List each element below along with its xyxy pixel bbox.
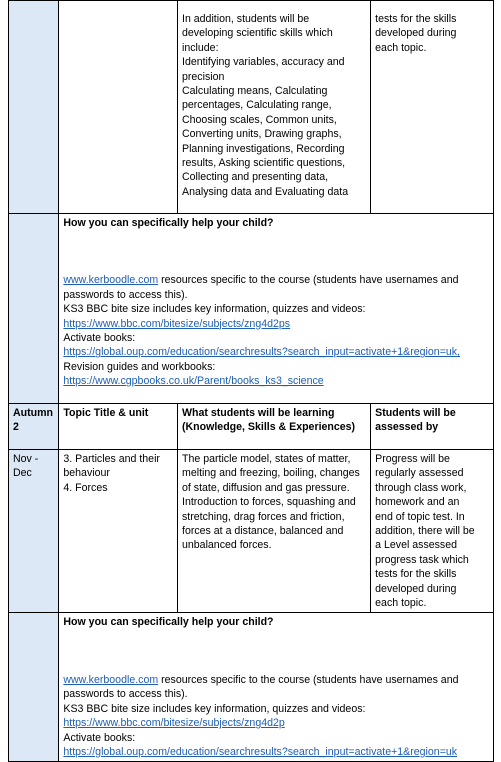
term-cell [9, 214, 59, 404]
topic-header: Topic Title & unit [59, 404, 178, 450]
table-row [9, 613, 494, 762]
topic-cell [59, 1, 178, 214]
table-row [9, 1, 494, 214]
period-cell: Nov - Dec [9, 450, 59, 613]
help-cell: How you can specifically help your child? www.kerboodle.com resources specific to the course (students have usernames and passwords to access this). KS3 BBC bite size includes key information, quizzes and videos: https://www.bbc.com/bitesize/subjects/zng4d2p Activate books: https://global.oup.com/education/searchresults?search_input=activate+1&region=uk [59, 613, 494, 762]
activate-books-link[interactable]: https://global.oup.com/education/searchresults?search_input=activate+1&region=uk [63, 745, 458, 758]
term-cell [9, 1, 59, 214]
learning-cell: In addition, students will be developing scientific skills which include: Identifying variables, accuracy and precision Calculating means, Calculating percentages, Calculating range, Choosing scales, Common units, Converting units, Drawing graphs, Planning investigations, Recording results, Asking scientific questions, Collecting and presenting data, Analysing data and Evaluating data [178, 1, 371, 214]
help-title: How you can specifically help your child? [63, 217, 274, 229]
table-header-row [9, 404, 494, 450]
bbc-bitesize-link[interactable]: https://www.bbc.com/bitesize/subjects/zng4d2ps [63, 317, 291, 330]
bbc-bitesize-link[interactable]: https://www.bbc.com/bitesize/subjects/zng4d2p [63, 717, 285, 730]
learning-cell: The particle model, states of matter, melting and freezing, boiling, changes of state, diffusion and gas pressure. Introduction to forces, squashing and stretching, drag forces and friction, forces at a distance, balanced and unbalanced forces. [178, 450, 371, 613]
curriculum-table [8, 0, 494, 762]
assessed-cell: tests for the skills developed during each topic. [371, 1, 494, 214]
activate-books-link[interactable]: https://global.oup.com/education/searchresults?search_input=activate+1&region=uk, [63, 346, 461, 359]
term-header: Autumn 2 [9, 404, 59, 450]
topic-cell: 3. Particles and their behaviour 4. Forces [59, 450, 178, 613]
kerboodle-link[interactable]: www.kerboodle.com [63, 673, 159, 686]
kerboodle-link[interactable]: www.kerboodle.com [63, 274, 159, 287]
learning-header: What students will be learning (Knowledge, Skills & Experiences) [178, 404, 371, 450]
assessed-cell: Progress will be regularly assessed through class work, homework and an end of topic test. In addition, there will be a Level assessed progress task which tests for the skills developed during each topic. [371, 450, 494, 613]
help-cell: How you can specifically help your child? www.kerboodle.com resources specific to the course (students have usernames and passwords to access this). KS3 BBC bite size includes key information, quizzes and videos: https://www.bbc.com/bitesize/subjects/zng4d2ps Activate books: https://global.oup.com/education/searchresults?search_input=activate+1&region=uk, Revision guides and workbooks: https://www.cgpbooks.co.uk/Parent/books_ks3_science [59, 214, 494, 404]
assessed-header: Students will be assessed by [371, 404, 494, 450]
table-row [9, 450, 494, 613]
cgp-books-link[interactable]: https://www.cgpbooks.co.uk/Parent/books_ks3_science [63, 375, 324, 388]
term-cell [9, 613, 59, 762]
help-title: How you can specifically help your child? [63, 616, 274, 629]
table-row [9, 214, 494, 404]
